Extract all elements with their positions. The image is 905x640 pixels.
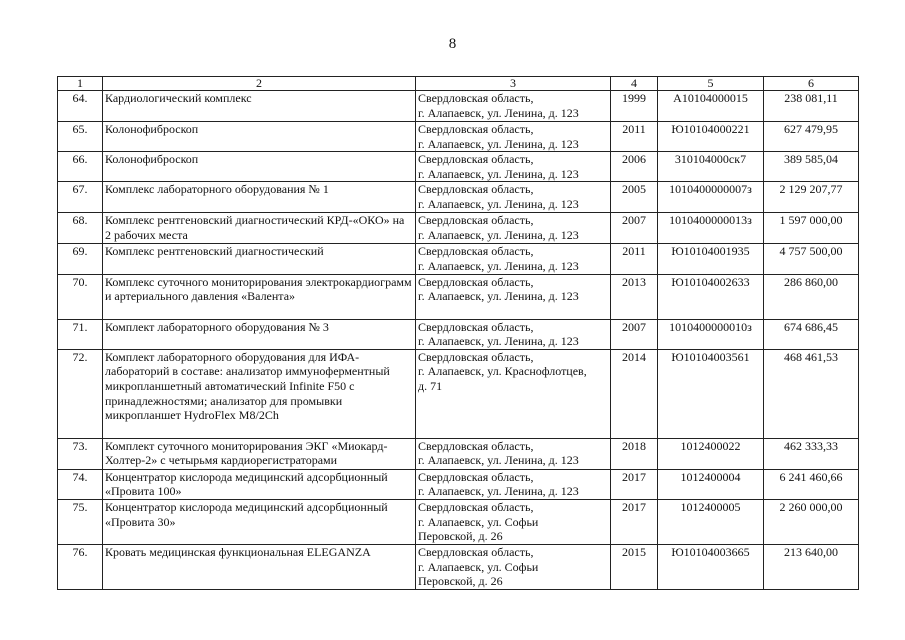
address-line: Свердловская область, <box>418 349 534 364</box>
item-address <box>416 274 611 319</box>
address-line: Перовской, д. 26 <box>418 529 503 544</box>
item-year: 2011 <box>611 122 658 152</box>
item-year: 2005 <box>611 182 658 213</box>
header-col-2: 2 <box>103 77 416 91</box>
address-line: г. Алапаевск, ул. Софьи <box>418 559 539 574</box>
address-line: Свердловская область, <box>418 544 534 559</box>
item-cost: 286 860,00 <box>764 274 859 319</box>
row-number: 66. <box>58 152 103 182</box>
item-cost: 6 241 460,66 <box>764 469 859 499</box>
item-address <box>416 349 611 438</box>
address-line: Свердловская область, <box>418 152 534 167</box>
header-col-4: 4 <box>611 77 658 91</box>
item-address <box>416 319 611 349</box>
inventory-number: Ю10104003561 <box>658 349 764 438</box>
address-line: г. Алапаевск, ул. Ленина, д. 123 <box>418 453 579 468</box>
address-line: Свердловская область, <box>418 319 534 334</box>
address-line: г. Алапаевск, ул. Ленина, д. 123 <box>418 196 579 211</box>
table-row <box>58 349 859 438</box>
item-cost: 238 081,11 <box>764 91 859 122</box>
item-address <box>416 182 611 213</box>
row-number: 72. <box>58 349 103 438</box>
item-name: Комплекс рентгеновский диагностический <box>103 244 416 274</box>
item-name: Кардиологический комплекс <box>103 91 416 122</box>
address-line: г. Алапаевск, ул. Ленина, д. 123 <box>418 105 579 120</box>
item-year: 2014 <box>611 349 658 438</box>
row-number: 68. <box>58 213 103 244</box>
item-cost: 2 260 000,00 <box>764 499 859 544</box>
table-row <box>58 213 859 244</box>
item-cost: 2 129 207,77 <box>764 182 859 213</box>
address-line: г. Алапаевск, ул. Ленина, д. 123 <box>418 334 579 349</box>
address-line: Свердловская область, <box>418 213 534 228</box>
item-name: Комплект суточного мониторирования ЭКГ «Миокард-Холтер-2» с четырьмя кардиорегистраторами <box>103 438 416 469</box>
table-row <box>58 319 859 349</box>
inventory-number: 1012400004 <box>658 469 764 499</box>
inventory-number: 1012400005 <box>658 499 764 544</box>
table-row <box>58 182 859 213</box>
inventory-number: Ю10104000221 <box>658 122 764 152</box>
item-address <box>416 91 611 122</box>
item-year: 1999 <box>611 91 658 122</box>
item-name: Кровать медицинская функциональная ELEGANZA <box>103 544 416 589</box>
address-line: Свердловская область, <box>418 274 534 289</box>
row-number: 75. <box>58 499 103 544</box>
header-col-1: 1 <box>58 77 103 91</box>
item-cost: 1 597 000,00 <box>764 213 859 244</box>
address-line: Перовской, д. 26 <box>418 574 503 589</box>
table-row <box>58 499 859 544</box>
item-name: Колонофиброскоп <box>103 122 416 152</box>
item-name: Концентратор кислорода медицинский адсорбционный «Провита 100» <box>103 469 416 499</box>
row-number: 70. <box>58 274 103 319</box>
item-year: 2006 <box>611 152 658 182</box>
table-body <box>58 91 859 590</box>
address-line: г. Алапаевск, ул. Ленина, д. 123 <box>418 136 579 151</box>
address-line: Свердловская область, <box>418 182 534 197</box>
inventory-number: Ю10104001935 <box>658 244 764 274</box>
row-number: 69. <box>58 244 103 274</box>
address-line: д. 71 <box>418 378 443 393</box>
item-name: Комплект лабораторного оборудования № 3 <box>103 319 416 349</box>
inventory-number: 1010400000007з <box>658 182 764 213</box>
row-number: 74. <box>58 469 103 499</box>
item-year: 2011 <box>611 244 658 274</box>
address-line: Свердловская область, <box>418 469 534 484</box>
address-line: Свердловская область, <box>418 244 534 259</box>
table-row <box>58 274 859 319</box>
inventory-number: А10104000015 <box>658 91 764 122</box>
table-row <box>58 91 859 122</box>
inventory-number: 1010400000010з <box>658 319 764 349</box>
inventory-number: Ю10104003665 <box>658 544 764 589</box>
address-line: Свердловская область, <box>418 499 534 514</box>
item-cost: 627 479,95 <box>764 122 859 152</box>
row-number: 76. <box>58 544 103 589</box>
item-cost: 4 757 500,00 <box>764 244 859 274</box>
address-line: Свердловская область, <box>418 91 534 105</box>
header-col-6: 6 <box>764 77 859 91</box>
table-row <box>58 469 859 499</box>
item-name: Колонофиброскоп <box>103 152 416 182</box>
item-address <box>416 122 611 152</box>
item-name: Комплекс рентгеновский диагностический КРД-«ОКО» на 2 рабочих места <box>103 213 416 244</box>
address-line: г. Алапаевск, ул. Ленина, д. 123 <box>418 227 579 242</box>
table-row <box>58 122 859 152</box>
page-number: 8 <box>448 36 457 52</box>
item-year: 2007 <box>611 319 658 349</box>
address-line: г. Алапаевск, ул. Ленина, д. 123 <box>418 484 579 499</box>
row-number: 64. <box>58 91 103 122</box>
item-address <box>416 469 611 499</box>
item-cost: 674 686,45 <box>764 319 859 349</box>
row-number: 73. <box>58 438 103 469</box>
table-row <box>58 152 859 182</box>
item-address <box>416 152 611 182</box>
item-address <box>416 499 611 544</box>
item-address <box>416 213 611 244</box>
row-number: 65. <box>58 122 103 152</box>
item-cost: 468 461,53 <box>764 349 859 438</box>
address-line: г. Алапаевск, ул. Ленина, д. 123 <box>418 166 579 181</box>
address-line: Свердловская область, <box>418 438 534 453</box>
inventory-number: 1010400000013з <box>658 213 764 244</box>
property-table <box>57 76 859 590</box>
item-year: 2017 <box>611 499 658 544</box>
item-name: Комплекс лабораторного оборудования № 1 <box>103 182 416 213</box>
inventory-number: 1012400022 <box>658 438 764 469</box>
item-name: Комплекс суточного мониторирования электрокардиограмм и артериального давления «Валента» <box>103 274 416 319</box>
item-year: 2015 <box>611 544 658 589</box>
inventory-number: Ю10104002633 <box>658 274 764 319</box>
item-year: 2013 <box>611 274 658 319</box>
item-address <box>416 438 611 469</box>
address-line: г. Алапаевск, ул. Ленина, д. 123 <box>418 258 579 273</box>
item-year: 2018 <box>611 438 658 469</box>
table-header-row <box>58 77 859 91</box>
address-line: г. Алапаевск, ул. Ленина, д. 123 <box>418 289 579 304</box>
table-row <box>58 438 859 469</box>
item-year: 2017 <box>611 469 658 499</box>
row-number: 71. <box>58 319 103 349</box>
item-year: 2007 <box>611 213 658 244</box>
table-row <box>58 544 859 589</box>
table-row <box>58 244 859 274</box>
inventory-number: 310104000ск7 <box>658 152 764 182</box>
item-name: Комплект лабораторного оборудования для ИФА-лабораторий в составе: анализатор иммуноферментный микропланшетный автоматический Infinite F50 с принадлежностями; анализатор для промывки микропланшет HydroFlex M8/2Ch <box>103 349 416 438</box>
address-line: г. Алапаевск, ул. Софьи <box>418 514 539 529</box>
address-line: г. Алапаевск, ул. Краснофлотцев, <box>418 364 587 379</box>
item-address <box>416 244 611 274</box>
item-cost: 213 640,00 <box>764 544 859 589</box>
header-col-5: 5 <box>658 77 764 91</box>
item-cost: 462 333,33 <box>764 438 859 469</box>
address-line: Свердловская область, <box>418 122 534 136</box>
row-number: 67. <box>58 182 103 213</box>
item-name: Концентратор кислорода медицинский адсорбционный «Провита 30» <box>103 499 416 544</box>
item-cost: 389 585,04 <box>764 152 859 182</box>
item-address <box>416 544 611 589</box>
header-col-3: 3 <box>416 77 611 91</box>
